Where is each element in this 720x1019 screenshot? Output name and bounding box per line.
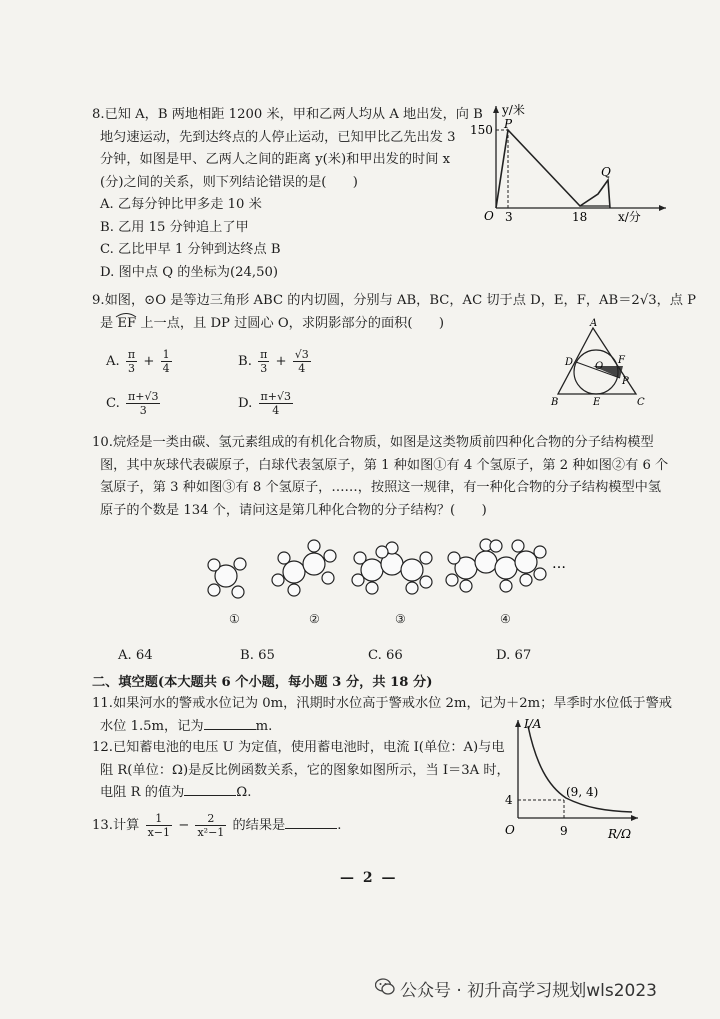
q13-prefix: 13.计算	[92, 818, 140, 833]
q9-triangle-incircle-figure	[548, 318, 648, 410]
q12-xlabel: R/Ω	[608, 827, 632, 841]
q10-line: 图，其中灰球代表碳原子，白球代表氢原子，第 1 种如图①有 4 个氢原子，第 2 种如图②有 6 个	[100, 457, 669, 473]
q12-line-2: 阻 R(单位：Ω)是反比例函数关系，它的图象如图所示，当 I＝3A 时，	[100, 762, 510, 778]
q9-choice-d	[238, 390, 295, 417]
page-number: — 2 —	[340, 870, 398, 886]
minus-sign: −	[178, 818, 190, 833]
q10-line: 原子的个数是 134 个，请问这是第几种化合物的分子结构？( )	[100, 502, 487, 518]
q8-choice-b: B. 乙用 15 分钟追上了甲	[100, 219, 249, 235]
q8-line: (分)之间的关系，则下列结论错误的是( )	[100, 174, 358, 190]
q11-line-1: 11.如果河水的警戒水位记为 0m，汛期时水位高于警戒水位 2m，记为＋2m；旱季时水位低于警戒	[92, 696, 672, 711]
q8-choice-c: C. 乙比甲早 1 分钟到达终点 B	[100, 242, 281, 257]
question-10	[92, 432, 668, 522]
frac-den: 4	[298, 362, 306, 375]
question-13	[92, 812, 341, 839]
plus-sign: +	[143, 354, 155, 369]
q9-line: 是 EF 上一点，且 DP 过圆心 O，求阴影部分的面积( )	[100, 315, 445, 331]
q10-choice-d: D. 67	[496, 648, 532, 663]
arc-mark	[114, 310, 138, 318]
fig-label-a: A	[590, 318, 598, 329]
choice-label: C.	[106, 396, 120, 411]
frac-num: √3	[294, 348, 309, 361]
molecule-4	[446, 539, 546, 592]
frac-num: 2	[195, 812, 226, 826]
frac-den: 4	[272, 404, 280, 417]
question-12	[92, 737, 510, 805]
q9-line: 9.如图，⊙O 是等边三角形 ABC 的内切圆，分别与 AB，BC，AC 切于点 D，E，F，AB＝2√3，点 P	[92, 293, 697, 308]
molecule-label-3: ③	[395, 612, 406, 626]
answer-blank[interactable]	[184, 783, 236, 796]
molecule-label-4: ④	[500, 612, 511, 626]
frac-num: π	[260, 348, 268, 361]
molecule-2	[272, 540, 336, 596]
frac-num: π+√3	[260, 390, 291, 403]
fig-label-c: C	[637, 397, 645, 408]
frac-num: π	[127, 348, 136, 361]
q10-choice-c: C. 66	[368, 648, 403, 663]
q10-line: 氢原子，第 3 种如图③有 8 个氢原子，……，按照这一规律，有一种化合物的分子结构模型中氢	[100, 480, 662, 495]
choice-label: D.	[238, 396, 253, 411]
q9-choice-a	[106, 348, 174, 375]
plus-sign: +	[275, 354, 287, 369]
molecule-label-2: ②	[309, 612, 320, 626]
frac-den: 4	[162, 362, 170, 375]
answer-blank[interactable]	[204, 717, 256, 730]
q12-x9: 9	[560, 824, 568, 838]
frac-num: 1	[146, 812, 172, 826]
frac-den: 3	[260, 362, 268, 375]
frac-den: x²−1	[197, 826, 225, 839]
question-8	[92, 104, 483, 284]
wechat-icon	[375, 978, 395, 996]
fig-label-d: D	[565, 357, 574, 368]
q13-suffix: 的结果是	[232, 818, 286, 833]
watermark-text: 公众号 · 初升高学习规划wls2023	[400, 981, 657, 1001]
q8-y150: 150	[470, 123, 493, 137]
q10-choice-b: B. 65	[240, 648, 275, 663]
q8-choice-a: A. 乙每分钟比甲多走 10 米	[100, 197, 262, 212]
q12-point-label: (9, 4)	[566, 785, 599, 799]
q8-point-q: Q	[601, 165, 611, 179]
fig-label-p: P	[622, 376, 629, 387]
q8-line: 8.已知 A，B 两地相距 1200 米，甲和乙两人均从 A 地出发，向 B	[92, 107, 483, 122]
q12-line-3	[92, 782, 510, 805]
fig-label-o: O	[595, 361, 604, 372]
q12-y4: 4	[505, 793, 513, 807]
q9-choice-c	[106, 390, 162, 417]
answer-blank[interactable]	[285, 816, 337, 829]
q12-unit: Ω.	[236, 785, 252, 800]
frac-num: 1	[162, 348, 170, 361]
frac-den: 3	[139, 404, 147, 417]
q11-unit: m.	[255, 718, 273, 734]
q8-line: 分钟，如图是甲、乙两人之间的距离 y(米)和甲出发的时间 x	[100, 152, 451, 167]
molecule-1	[208, 558, 246, 598]
q12-ylabel: I/A	[524, 717, 542, 731]
q12-inverse-proportion-graph	[496, 714, 646, 842]
frac-den: x−1	[147, 826, 170, 839]
q10-line: 10.烷烃是一类由碳、氢元素组成的有机化合物质，如图是这类物质前四种化合物的分子结构模型	[92, 435, 654, 450]
molecule-3	[352, 542, 432, 594]
q12-line-1: 12.已知蓄电池的电压 U 为定值，使用蓄电池时，电流 I(单位：A)与电	[92, 740, 505, 755]
q10-choice-a: A. 64	[118, 648, 153, 663]
fig-label-f: F	[618, 355, 625, 366]
q8-line: 地匀速运动，先到达终点的人停止运动，已知甲比乙先出发 3	[100, 129, 456, 145]
molecule-ellipsis: …	[552, 556, 566, 572]
q8-xlabel: x/分	[618, 210, 641, 224]
fig-label-b: B	[551, 397, 559, 408]
q12-origin: O	[505, 823, 515, 837]
q11-text: 水位 1.5m，记为	[100, 718, 204, 734]
q8-distance-time-graph	[468, 100, 678, 225]
molecule-label-1: ①	[229, 612, 240, 626]
section-2-heading: 二、填空题(本大题共 6 个小题，每小题 3 分，共 18 分)	[92, 675, 433, 690]
q8-x3: 3	[505, 210, 513, 224]
choice-label: B.	[238, 354, 252, 369]
q8-point-p: P	[504, 117, 513, 131]
frac-num: π+√3	[128, 390, 159, 403]
q8-x18: 18	[572, 210, 588, 224]
q13-end: .	[337, 818, 342, 833]
fig-label-e: E	[593, 397, 601, 408]
q9-choice-b	[238, 348, 313, 375]
q12-text: 电阻 R 的值为	[100, 785, 185, 800]
frac-den: 3	[128, 362, 136, 375]
choice-label: A.	[106, 354, 120, 369]
q8-ylabel: y/米	[502, 103, 525, 117]
molecule-models	[190, 530, 590, 620]
q8-choice-d: D. 图中点 Q 的坐标为(24,50)	[100, 264, 279, 280]
q8-origin: O	[484, 209, 494, 223]
